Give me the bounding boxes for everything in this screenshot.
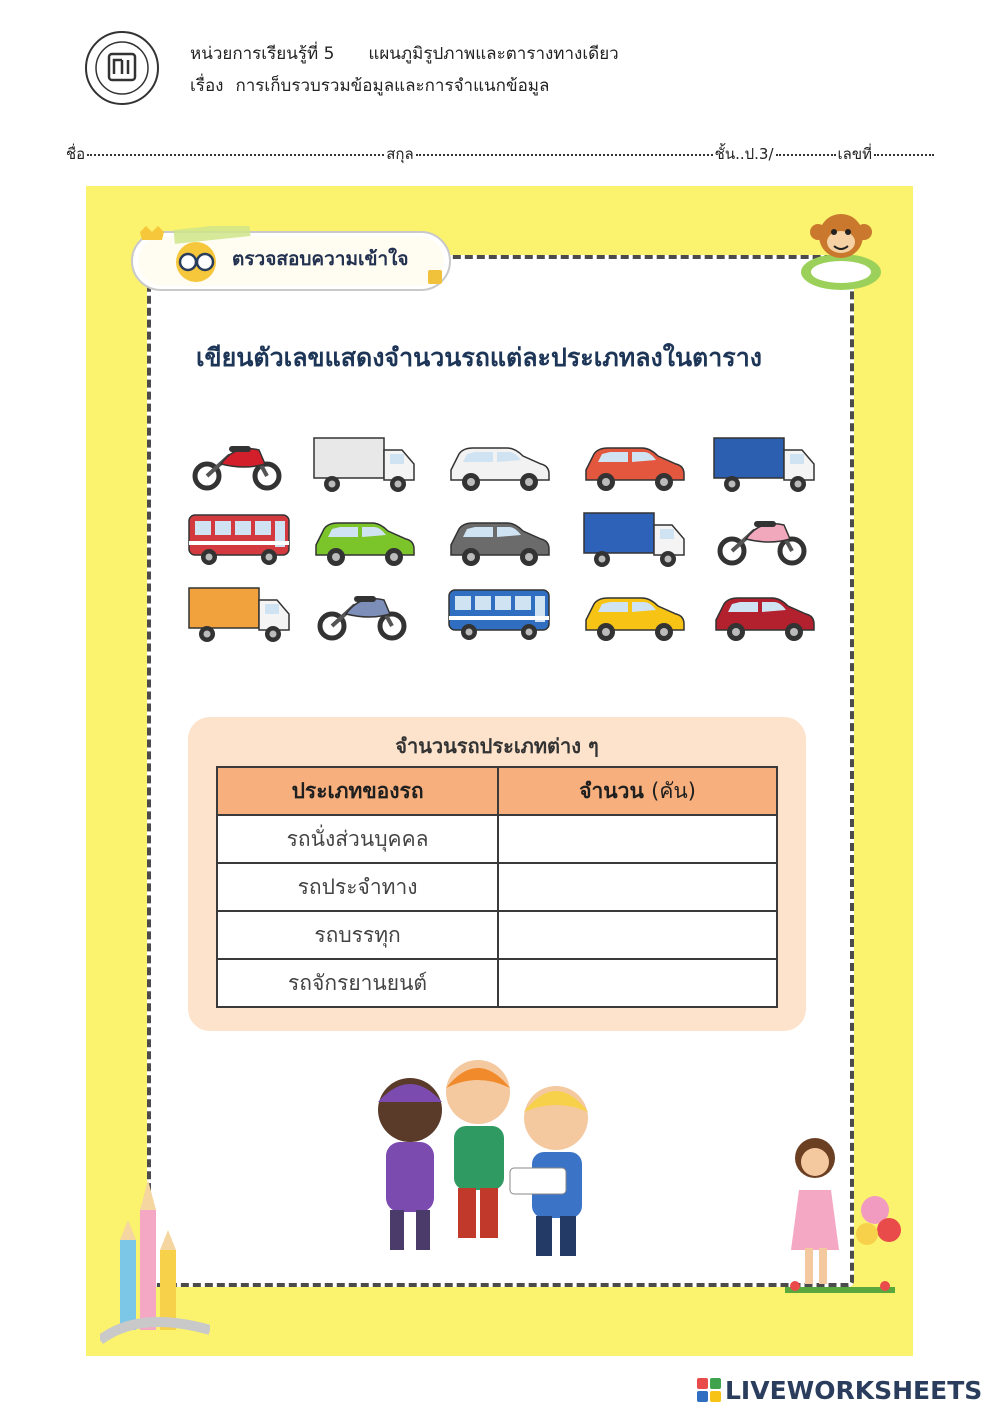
count-input-motorcycle[interactable] [498, 959, 777, 1007]
name-blank[interactable] [87, 142, 384, 156]
table-header-row [217, 767, 777, 815]
motorcycle-icon [310, 580, 420, 644]
row-label-private-car: รถนั่งส่วนบุคคล [217, 815, 498, 863]
truck-icon [310, 430, 420, 494]
count-input-private-car[interactable] [498, 815, 777, 863]
car-icon [710, 580, 820, 644]
unit-title: แผนภูมิรูปภาพและตารางทางเดียว [368, 44, 619, 64]
car-icon [445, 430, 555, 494]
row-label-motorcycle: รถจักรยานยนต์ [217, 959, 498, 1007]
bus-icon [185, 505, 295, 569]
truck-icon [710, 430, 820, 494]
vehicle-gallery [180, 425, 830, 655]
topic-title: การเก็บรวบรวมข้อมูลและการจำแนกข้อมูล [235, 76, 550, 96]
surname-blank[interactable] [416, 142, 713, 156]
motorcycle-icon [185, 430, 295, 494]
column-header-count: จำนวน (คัน) [498, 767, 777, 815]
monkey-icon [796, 200, 886, 290]
table-row [217, 959, 777, 1007]
topic-label: เรื่อง [190, 76, 224, 96]
vehicle-count-table [216, 766, 778, 1008]
student-info-line [66, 142, 936, 166]
liveworksheets-logo [697, 1374, 982, 1406]
surname-label: สกุล [386, 145, 414, 163]
column-header-type: ประเภทของรถ [217, 767, 498, 815]
count-input-truck[interactable] [498, 911, 777, 959]
children-reading-illustration [350, 1050, 620, 1260]
table-row [217, 815, 777, 863]
pencils-illustration [100, 1160, 210, 1350]
class-label: ชั้น..ป.3/ [714, 145, 774, 163]
girl-with-balloons-illustration [775, 1130, 905, 1300]
car-icon [310, 505, 420, 569]
school-emblem-icon [84, 30, 160, 106]
number-blank[interactable] [874, 142, 934, 156]
car-icon [580, 430, 690, 494]
unit-label: หน่วยการเรียนรู้ที่ 5 [190, 44, 335, 64]
header-topic-line [190, 72, 549, 99]
car-icon [445, 505, 555, 569]
row-label-truck: รถบรรทุก [217, 911, 498, 959]
table-row [217, 911, 777, 959]
class-blank[interactable] [776, 142, 836, 156]
instruction-heading: เขียนตัวเลขแสดงจำนวนรถแต่ละประเภทลงในตาราง [196, 343, 762, 372]
number-label: เลขที่ [837, 145, 872, 163]
table-caption: จำนวนรถประเภทต่าง ๆ [395, 734, 599, 758]
car-icon [580, 580, 690, 644]
row-label-bus: รถประจำทาง [217, 863, 498, 911]
table-row [217, 863, 777, 911]
header-unit-line [190, 40, 619, 67]
bus-icon [445, 580, 555, 644]
liveworksheets-mark-icon [697, 1378, 721, 1402]
banner-label: ตรวจสอบความเข้าใจ [232, 248, 409, 270]
liveworksheets-wordmark: LIVEWORKSHEETS [725, 1375, 983, 1405]
truck-icon [580, 505, 690, 569]
motorcycle-icon [710, 505, 820, 569]
truck-icon [185, 580, 295, 644]
name-label: ชื่อ [66, 145, 86, 163]
count-input-bus[interactable] [498, 863, 777, 911]
